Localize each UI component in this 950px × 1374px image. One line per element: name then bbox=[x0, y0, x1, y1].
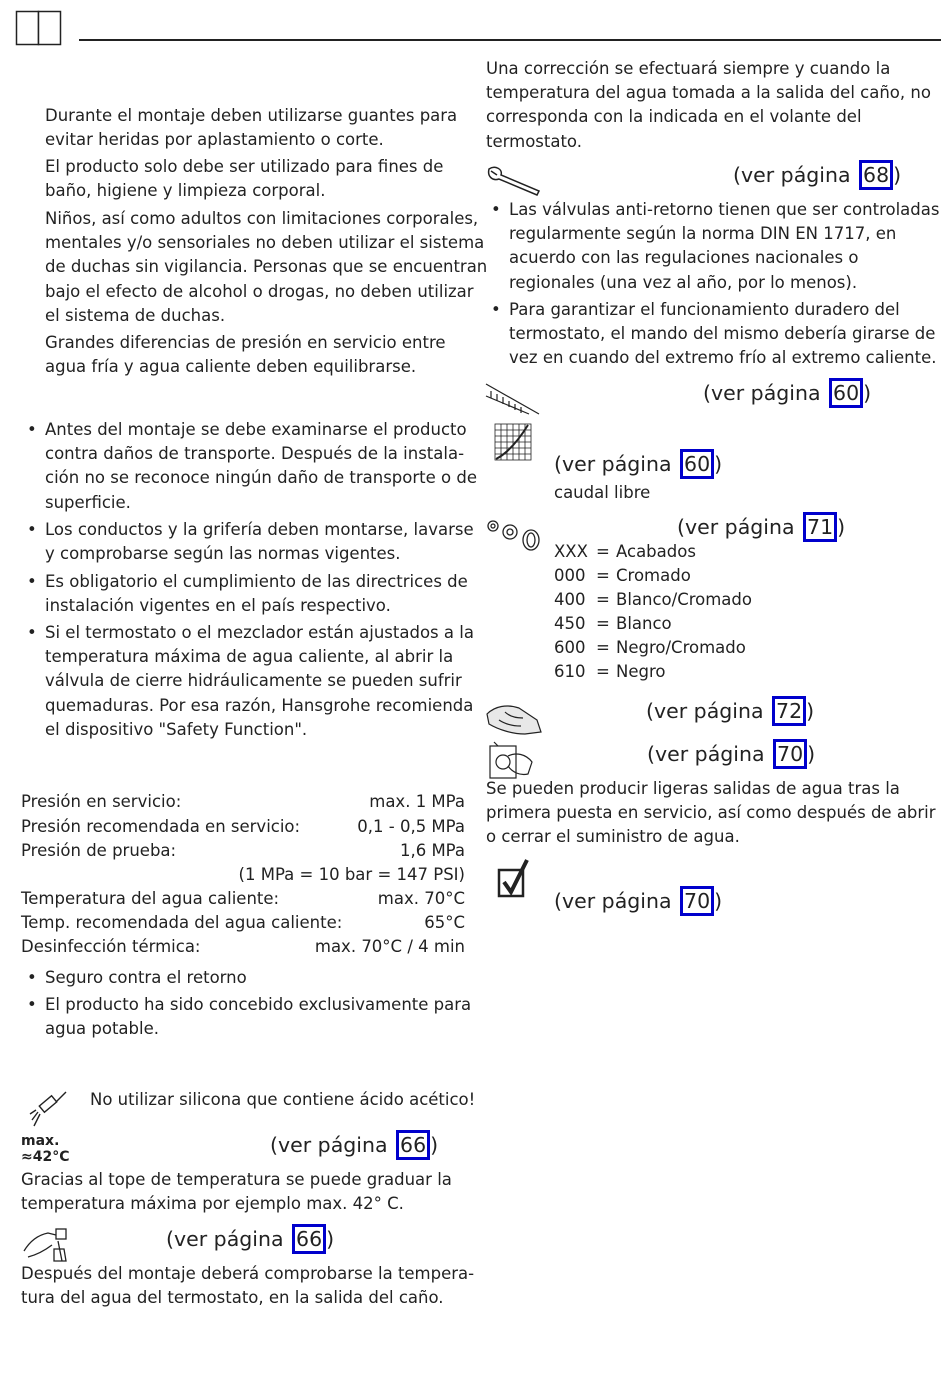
spec-row bbox=[21, 839, 465, 863]
spec-row bbox=[21, 863, 465, 887]
ruler-icon bbox=[485, 382, 541, 420]
page-link[interactable]: 70 bbox=[680, 886, 714, 916]
spec-bullet: • El producto ha sido concebido exclusivamente para agua potable. bbox=[45, 993, 471, 1041]
service-bullet: • Las válvulas anti-retorno tienen que ser controladas regularmente según la norma DIN EN 1717, en acuerdo con las regulaciones nacionales o regionales (una vez al año, por lo menos). bbox=[509, 198, 939, 295]
spec-row bbox=[21, 815, 465, 839]
wrench-icon bbox=[485, 165, 543, 201]
correction-text: Una corrección se efectuará siempre y cuando la temperatura del agua tomada a la salida del caño, no corresponda con la indicada en el volante del termostato. bbox=[486, 59, 931, 151]
install-bullet: • Si el termostato o el mezclador están ajustados a la temperatura máxima de agua caliente, al abrir la válvula de cierre hidráulicamente se pueden sufrir quemaduras. Por esa razón, Hansgrohe recomienda el dispositivo "Safety Function". bbox=[45, 621, 474, 742]
spec-value: 0,1 - 0,5 MPa bbox=[357, 817, 465, 836]
spec-label: Presión recomendada en servicio: bbox=[21, 817, 301, 836]
finish-code: 610 bbox=[554, 662, 586, 681]
temp-stop-text: Gracias al tope de temperatura se puede graduar la temperatura máxima por ejemplo max. 42° C. bbox=[21, 1170, 452, 1214]
spec-value: max. 70°C bbox=[377, 889, 465, 908]
finish-eq: = bbox=[596, 638, 610, 657]
cleaning-hand-icon bbox=[485, 700, 543, 740]
ref-close: ) bbox=[807, 742, 816, 766]
page-link[interactable]: 71 bbox=[803, 512, 837, 542]
spec-value: 1,6 MPa bbox=[399, 841, 465, 860]
flow-caption: caudal libre bbox=[554, 483, 651, 502]
check-text: Después del montaje deberá comprobarse la tempera- tura del agua del termostato, en la salida del caño. bbox=[21, 1264, 475, 1308]
safety-paragraph: Niños, así como adultos con limitaciones corporales, mentales y/o sensoriales no deben utilizar el sistema de duchas sin vigilancia. Personas que se encuentran bajo el efecto de alcohol o drogas, no deben utilizar el sistema de duchas. bbox=[45, 209, 488, 325]
install-bullet: • Antes del montaje se debe examinarse el producto contra daños de transporte. Después de la instala- ción no se reconoce ningún daño de transporte o de superficie. bbox=[45, 418, 477, 515]
max-temp-label bbox=[21, 1133, 70, 1165]
flow-diagram-icon bbox=[494, 423, 532, 465]
ref-text: (ver página bbox=[554, 889, 679, 913]
finish-eq: = bbox=[596, 566, 610, 585]
finish-code: 400 bbox=[554, 590, 586, 609]
spec-row bbox=[21, 887, 465, 911]
ref-text: (ver página bbox=[703, 381, 828, 405]
page-reference bbox=[554, 886, 722, 916]
spec-label: Temperatura del agua caliente: bbox=[21, 889, 280, 908]
page-link[interactable]: 60 bbox=[829, 378, 863, 408]
spec-value: max. 70°C / 4 min bbox=[314, 937, 465, 956]
finish-name: Negro bbox=[616, 662, 666, 681]
max-temp-label-top: max. bbox=[21, 1133, 60, 1149]
header-rule bbox=[79, 39, 941, 41]
page-link[interactable]: 72 bbox=[772, 696, 806, 726]
page-link[interactable]: 66 bbox=[396, 1130, 430, 1160]
ref-close: ) bbox=[837, 515, 846, 539]
spec-label: Presión en servicio: bbox=[21, 792, 182, 811]
ref-close: ) bbox=[863, 381, 872, 405]
ref-text: (ver página bbox=[554, 452, 679, 476]
silicone-gun-icon bbox=[26, 1090, 70, 1134]
safety-paragraph: El producto solo debe ser utilizado para fines de baño, higiene y limpieza corporal. bbox=[45, 157, 444, 201]
page-reference bbox=[647, 739, 815, 769]
page-link[interactable]: 68 bbox=[859, 160, 893, 190]
ref-close: ) bbox=[893, 163, 902, 187]
finish-eq: = bbox=[596, 614, 610, 633]
finish-eq: = bbox=[596, 662, 610, 681]
spec-row bbox=[21, 790, 465, 814]
ref-text: (ver página bbox=[270, 1133, 395, 1157]
spec-label: Presión de prueba: bbox=[21, 841, 177, 860]
page-link[interactable]: 66 bbox=[292, 1224, 326, 1254]
finish-code: 000 bbox=[554, 566, 586, 585]
spare-parts-icon bbox=[486, 516, 544, 556]
finish-name: Blanco bbox=[616, 614, 672, 633]
ref-text: (ver página bbox=[646, 699, 771, 723]
install-bullet: • Es obligatorio el cumplimiento de las directrices de instalación vigentes en el país respectivo. bbox=[45, 570, 468, 618]
ref-text: (ver página bbox=[733, 163, 858, 187]
drip-note: Se pueden producir ligeras salidas de agua tras la primera puesta en servicio, así como después de abrir o cerrar el suministro de agua. bbox=[486, 779, 936, 847]
page-reference bbox=[703, 378, 871, 408]
ref-text: (ver página bbox=[677, 515, 802, 539]
page-reference bbox=[677, 512, 845, 542]
page-reference bbox=[270, 1130, 438, 1160]
ref-close: ) bbox=[714, 452, 723, 476]
ref-close: ) bbox=[714, 889, 723, 913]
spec-label: Desinfección térmica: bbox=[21, 937, 201, 956]
service-bullet: • Para garantizar el funcionamiento duradero del termostato, el mando del mismo debería girarse de vez en cuando del extremo frío al extremo caliente. bbox=[509, 298, 937, 371]
spec-value: (1 MPa = 10 bar = 147 PSI) bbox=[238, 865, 465, 884]
safety-paragraph: Durante el montaje deben utilizarse guantes para evitar heridas por aplastamiento o corte. bbox=[45, 106, 458, 150]
finish-name: Blanco/Cromado bbox=[616, 590, 752, 609]
ref-close: ) bbox=[806, 699, 815, 723]
safety-paragraph: Grandes diferencias de presión en servicio entre agua fría y agua caliente deben equilibrarse. bbox=[45, 333, 446, 377]
ref-close: ) bbox=[326, 1227, 335, 1251]
ref-close: ) bbox=[430, 1133, 439, 1157]
silicone-warning: No utilizar silicona que contiene ácido acético! bbox=[90, 1090, 476, 1109]
spec-label: Temp. recomendada del agua caliente: bbox=[21, 913, 343, 932]
finish-code: XXX bbox=[554, 542, 588, 561]
spec-value: max. 1 MPa bbox=[369, 792, 465, 811]
spec-value: 65°C bbox=[424, 913, 465, 932]
finish-name: Cromado bbox=[616, 566, 691, 585]
page-reference bbox=[554, 449, 722, 479]
page-reference bbox=[733, 160, 901, 190]
finish-eq: = bbox=[596, 590, 610, 609]
max-temp-label-bottom: ≈42°C bbox=[21, 1149, 70, 1165]
spec-row bbox=[21, 911, 465, 935]
finish-code: 600 bbox=[554, 638, 586, 657]
page-reference bbox=[646, 696, 814, 726]
finish-code: 450 bbox=[554, 614, 586, 633]
ref-text: (ver página bbox=[166, 1227, 291, 1251]
page-reference bbox=[166, 1224, 334, 1254]
finish-name: Acabados bbox=[616, 542, 696, 561]
ref-text: (ver página bbox=[647, 742, 772, 766]
spec-row bbox=[21, 935, 465, 959]
page-link[interactable]: 60 bbox=[680, 449, 714, 479]
finish-eq: = bbox=[596, 542, 610, 561]
spec-bullet: • Seguro contra el retorno bbox=[45, 966, 247, 990]
page-link[interactable]: 70 bbox=[773, 739, 807, 769]
manual-book-icon bbox=[15, 10, 63, 52]
finish-name: Negro/Cromado bbox=[616, 638, 746, 657]
checkbox-checked-icon bbox=[497, 858, 531, 904]
install-bullet: • Los conductos y la grifería deben montarse, lavarse y comprobarse según las normas vigentes. bbox=[45, 518, 474, 566]
